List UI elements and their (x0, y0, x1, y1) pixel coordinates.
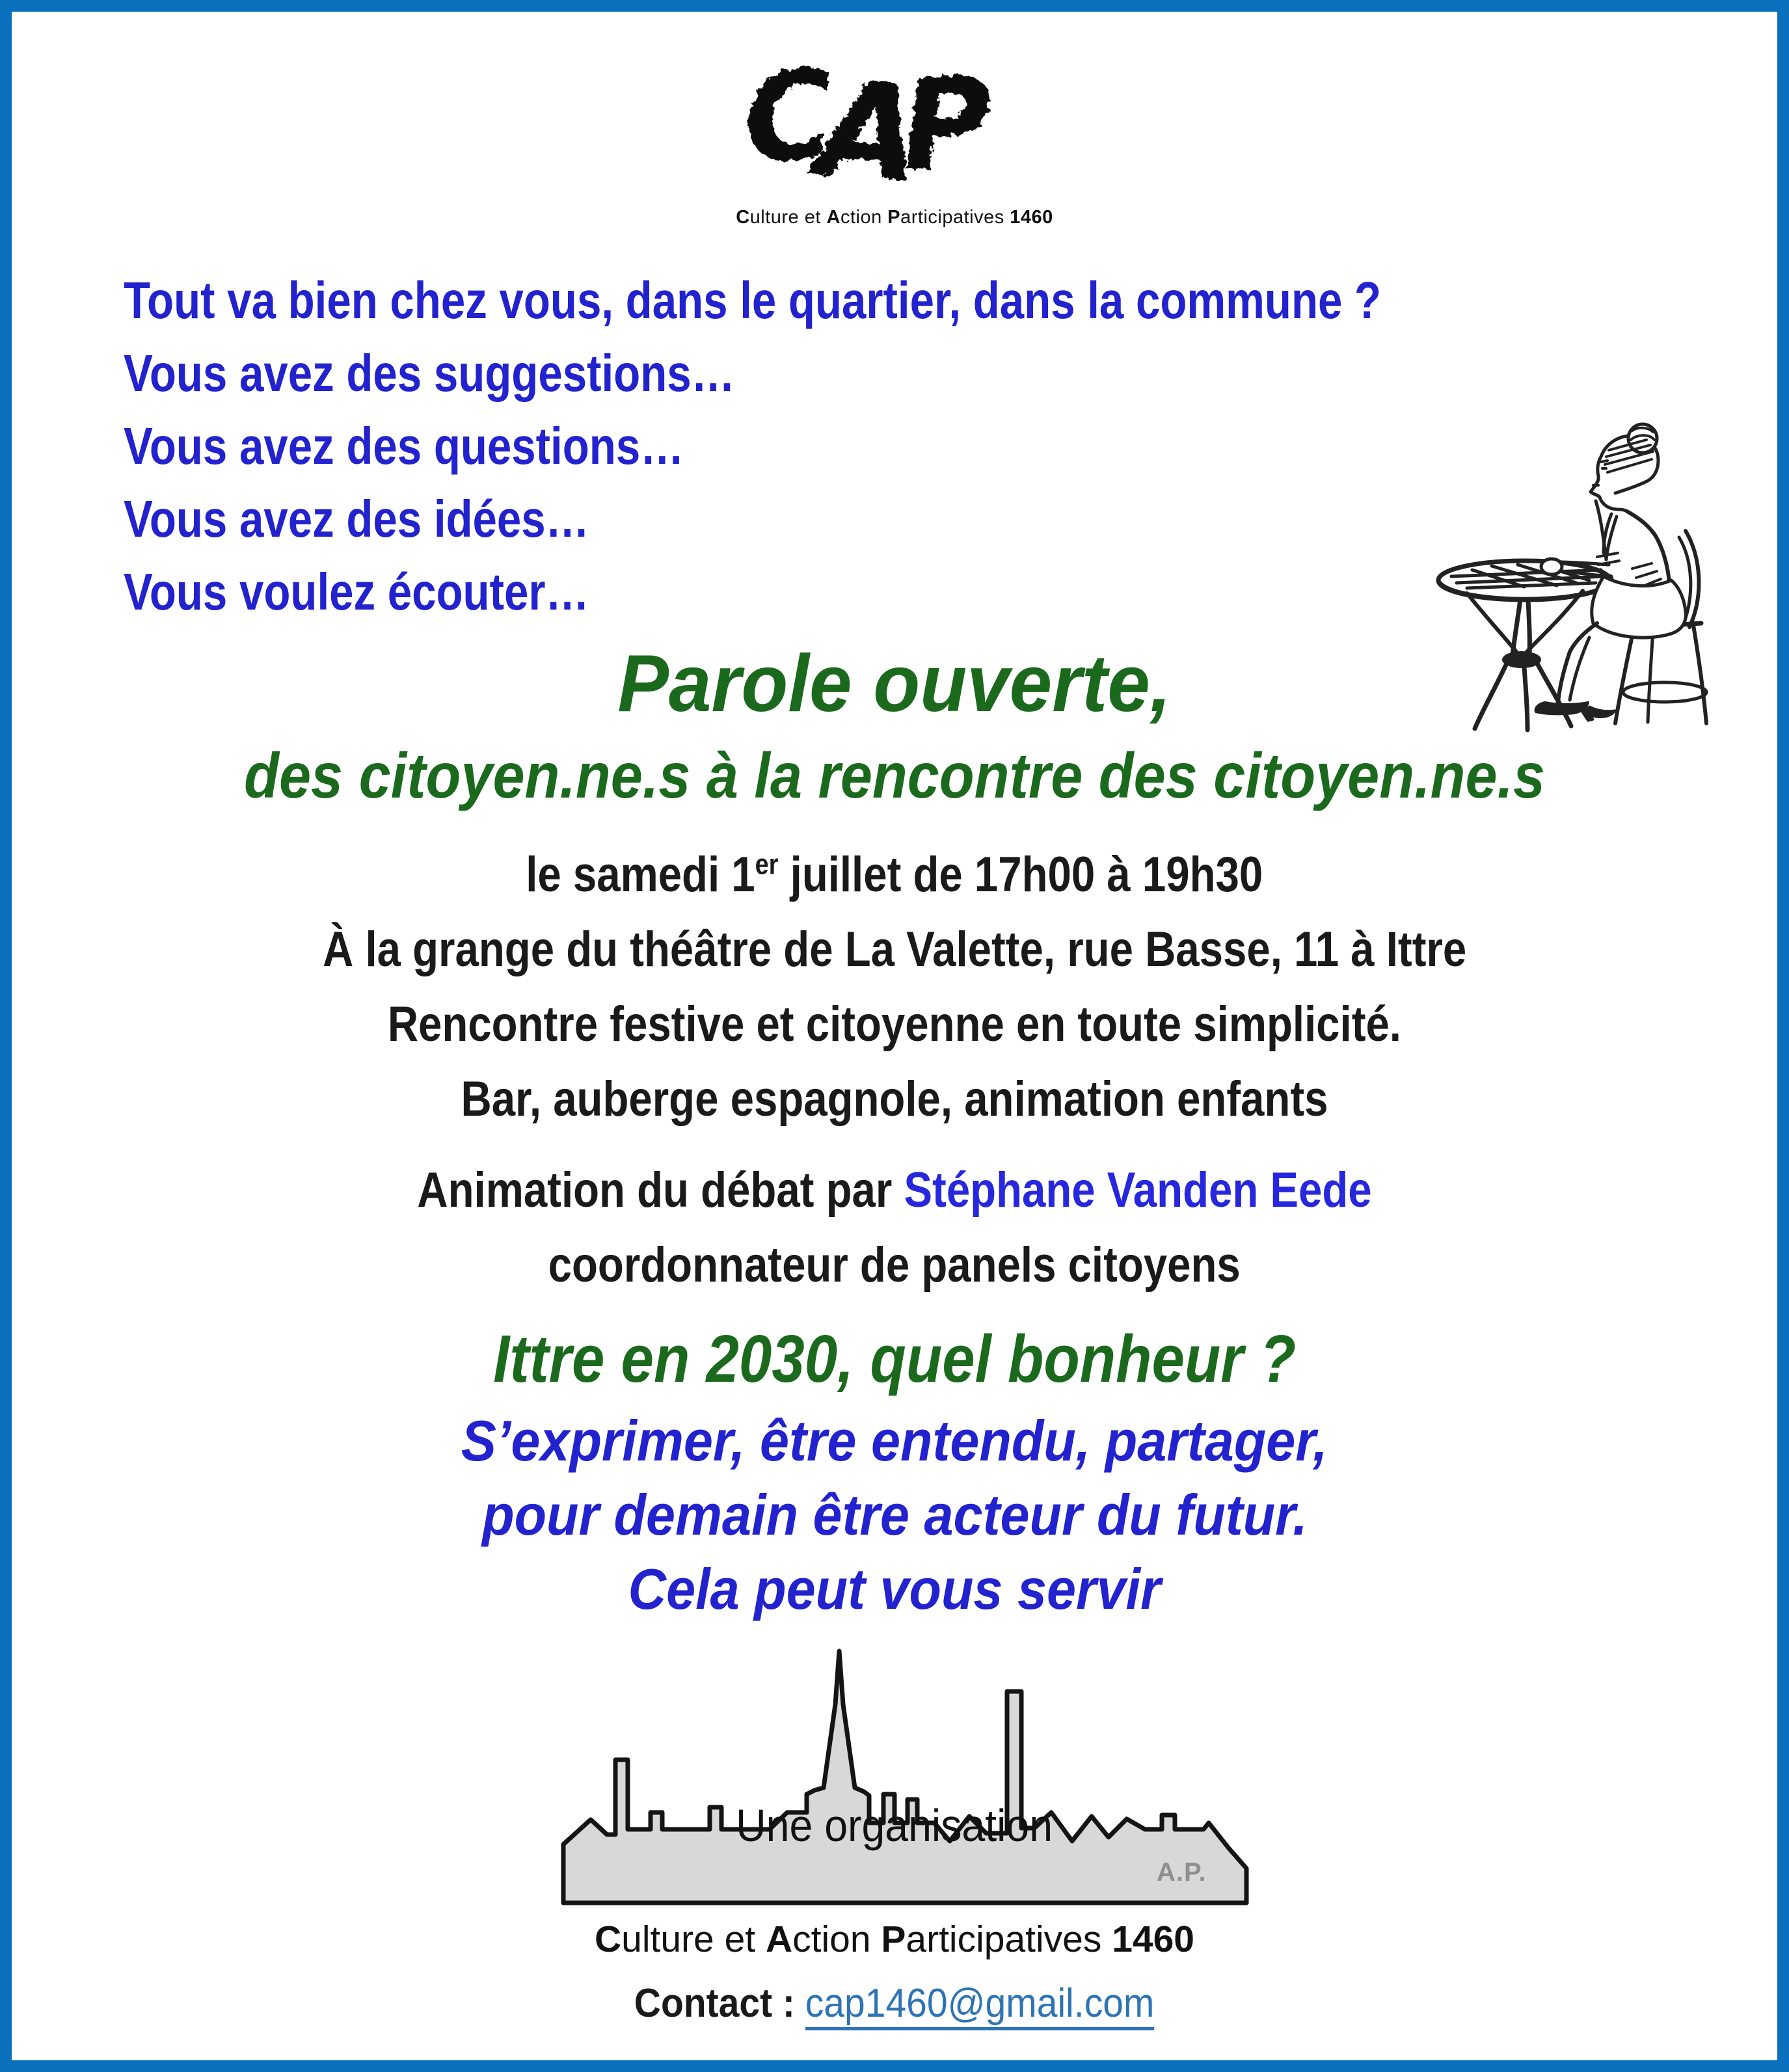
moderator-name: Stéphane Vanden Eede (904, 1163, 1372, 1218)
village-skyline-illustration (552, 1626, 1261, 1909)
event-subtitle: des citoyen.ne.s à la rencontre des citoyen.ne.s (244, 740, 1545, 811)
contact-line (12, 1980, 1777, 2026)
tagline-number: 1460 (1010, 207, 1053, 228)
event-title: Parole ouverte, (617, 639, 1172, 729)
moderator-line: Animation du débat par Stéphane Vanden Eede (417, 1163, 1372, 1218)
moderator-role: coordonnateur de panels citoyens (548, 1237, 1241, 1293)
ordinal-superscript: er (755, 848, 779, 881)
logo-letter-a: A (813, 51, 926, 204)
organisation-credit: Culture et Action Participatives 1460 (594, 1918, 1195, 1960)
intro-line: Vous avez des suggestions… (124, 344, 735, 402)
slogan-line: Cela peut vous servir (628, 1557, 1161, 1621)
intro-line: Vous avez des idées… (124, 490, 589, 548)
logo-letter-c: C (744, 51, 840, 193)
event-description: Rencontre festive et citoyenne en toute simplicité. (387, 997, 1402, 1052)
woman-at-table-illustration (1394, 406, 1768, 734)
cap-logo (744, 51, 1017, 204)
ap-initials: A.P. (1157, 1858, 1207, 1887)
email-link[interactable]: cap1460@gmail.com (805, 1981, 1155, 2030)
slogan-line: S’exprimer, être entendu, partager, (461, 1408, 1328, 1473)
intro-line: Vous avez des questions… (124, 417, 684, 475)
slogan-heading: Ittre en 2030, quel bonheur ? (493, 1321, 1296, 1396)
slogan-line: pour demain être acteur du futur. (481, 1483, 1308, 1547)
contact-label: Contact : (634, 1981, 806, 2026)
intro-line: Tout va bien chez vous, dans le quartier, dans la commune ? (124, 271, 1382, 329)
logo-letter-p: P (896, 51, 997, 200)
tagline-initial-p: P (887, 207, 901, 228)
logo-tagline: Culture et Action Participatives 1460 (736, 207, 1053, 228)
event-venue: À la grange du théâtre de La Valette, rue Basse, 11 à Ittre (322, 922, 1467, 977)
event-amenities: Bar, auberge espagnole, animation enfants (461, 1071, 1328, 1127)
cap-logo-sketch (744, 51, 1017, 204)
tagline-initial-c: C (736, 207, 750, 228)
organisation-label: Une organisation (736, 1800, 1053, 1851)
event-date: le samedi 1er juillet de 17h00 à 19h30 (526, 847, 1263, 902)
intro-line: Vous voulez écouter… (124, 563, 589, 621)
skyline-silhouette (563, 1651, 1246, 1903)
tagline-initial-a: A (826, 207, 841, 228)
